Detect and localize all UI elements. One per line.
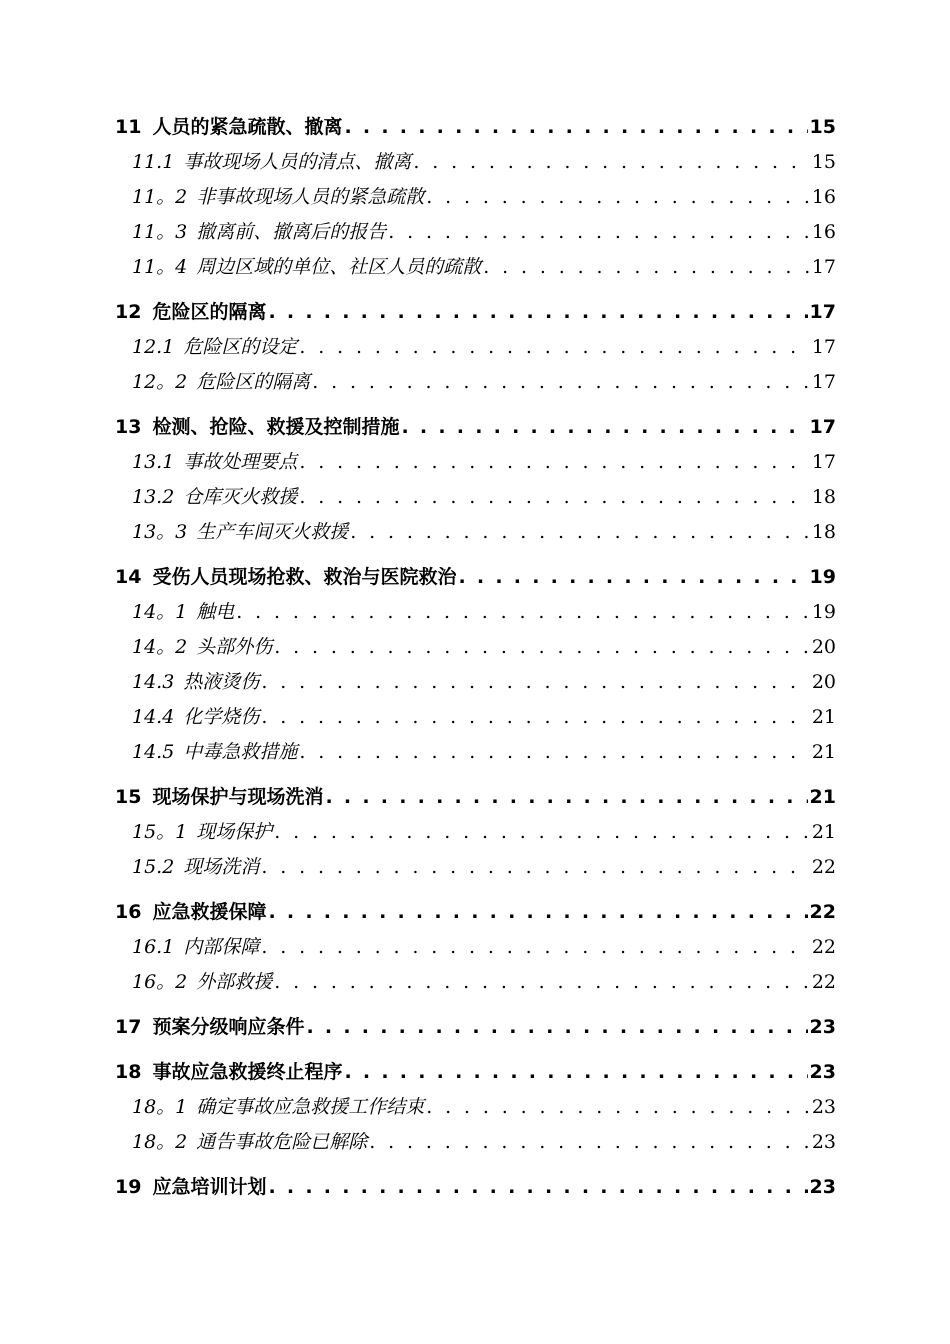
toc-entry-number: 14。2 <box>132 636 188 658</box>
toc-page-number: 18 <box>811 486 836 508</box>
toc-entry-title: 危险区的隔离 <box>152 301 267 323</box>
toc-entry-title: 仓库灭火救援 <box>183 486 298 508</box>
toc-entry-number: 13.2 <box>132 486 175 508</box>
dot-leader <box>458 560 807 595</box>
dot-leader <box>483 250 810 285</box>
toc-entry-title: 现场保护与现场洗消 <box>152 786 324 808</box>
toc-page-number: 22 <box>811 971 836 993</box>
toc-entry-number: 17 <box>115 1016 142 1038</box>
dot-leader <box>344 1055 807 1090</box>
dot-leader <box>261 850 809 885</box>
toc-subsection-entry[interactable] <box>115 735 836 770</box>
dot-leader <box>401 410 807 445</box>
toc-entry-number: 18 <box>115 1061 142 1083</box>
dot-leader <box>268 895 807 930</box>
toc-entry-title: 事故应急救援终止程序 <box>152 1061 343 1083</box>
toc-entry-title: 确定事故应急救援工作结束 <box>196 1096 425 1118</box>
toc-page-number: 20 <box>811 636 836 658</box>
toc-page-number: 17 <box>811 371 836 393</box>
toc-section-entry[interactable] <box>115 1170 836 1205</box>
toc-entry-number: 19 <box>115 1176 142 1198</box>
toc-section-entry[interactable] <box>115 895 836 930</box>
toc-entry-number: 14 <box>115 566 142 588</box>
toc-page-number: 22 <box>811 856 836 878</box>
toc-subsection-entry[interactable] <box>115 250 836 285</box>
toc-page-number: 23 <box>809 1176 836 1198</box>
toc-section-entry[interactable] <box>115 410 836 445</box>
toc-entry-title: 撤离前、撤离后的报告 <box>196 221 387 243</box>
toc-page-number: 17 <box>811 336 836 358</box>
toc-page-number: 17 <box>811 256 836 278</box>
toc-entry-number: 16 <box>115 901 142 923</box>
toc-subsection-entry[interactable] <box>115 445 836 480</box>
toc-subsection-entry[interactable] <box>115 145 836 180</box>
dot-leader <box>261 700 809 735</box>
toc-entry-title: 非事故现场人员的紧急疏散 <box>196 186 425 208</box>
toc-entry-title: 内部保障 <box>183 936 260 958</box>
dot-leader <box>306 1010 807 1045</box>
toc-subsection-entry[interactable] <box>115 515 836 550</box>
toc-subsection-entry[interactable] <box>115 330 836 365</box>
toc-subsection-entry[interactable] <box>115 815 836 850</box>
toc-subsection-entry[interactable] <box>115 1090 836 1125</box>
toc-entry-title: 化学烧伤 <box>183 706 260 728</box>
toc-subsection-entry[interactable] <box>115 850 836 885</box>
toc-subsection-entry[interactable] <box>115 480 836 515</box>
dot-leader <box>312 365 810 400</box>
dot-leader <box>261 930 809 965</box>
toc-subsection-entry[interactable] <box>115 365 836 400</box>
toc-entry-title: 人员的紧急疏散、撤离 <box>152 116 343 138</box>
toc-page-number: 22 <box>809 901 836 923</box>
toc-entry-title: 外部救援 <box>196 971 273 993</box>
toc-subsection-entry[interactable] <box>115 665 836 700</box>
dot-leader <box>261 665 809 700</box>
dot-leader <box>268 295 807 330</box>
toc-page-number: 15 <box>811 151 836 173</box>
toc-entry-title: 受伤人员现场抢救、救治与医院救治 <box>152 566 457 588</box>
dot-leader <box>268 1170 807 1205</box>
toc-entry-number: 13。3 <box>132 521 188 543</box>
toc-entry-number: 15。1 <box>132 821 188 843</box>
dot-leader <box>299 330 809 365</box>
toc-entry-title: 现场保护 <box>196 821 273 843</box>
toc-subsection-entry[interactable] <box>115 215 836 250</box>
dot-leader <box>274 630 810 665</box>
toc-page-number: 17 <box>809 301 836 323</box>
toc-page-number: 16 <box>811 221 836 243</box>
dot-leader <box>325 780 807 815</box>
toc-page-number: 15 <box>809 116 836 138</box>
toc-entry-number: 11 <box>115 116 142 138</box>
toc-page-number: 17 <box>809 416 836 438</box>
toc-entry-title: 周边区域的单位、社区人员的疏散 <box>196 256 482 278</box>
toc-subsection-entry[interactable] <box>115 595 836 630</box>
toc-entry-title: 应急培训计划 <box>152 1176 267 1198</box>
toc-subsection-entry[interactable] <box>115 180 836 215</box>
toc-subsection-entry[interactable] <box>115 630 836 665</box>
toc-entry-number: 14.3 <box>132 671 175 693</box>
dot-leader <box>369 1125 810 1160</box>
toc-entry-number: 12.1 <box>132 336 175 358</box>
toc-entry-number: 15 <box>115 786 142 808</box>
dot-leader <box>350 515 810 550</box>
toc-page-number: 21 <box>811 741 836 763</box>
toc-section-entry[interactable] <box>115 1055 836 1090</box>
toc-page-number: 19 <box>811 601 836 623</box>
toc-page-number: 23 <box>811 1096 836 1118</box>
toc-entry-number: 14.5 <box>132 741 175 763</box>
toc-subsection-entry[interactable] <box>115 1125 836 1160</box>
toc-page-number: 21 <box>811 821 836 843</box>
toc-page-number: 17 <box>811 451 836 473</box>
toc-entry-title: 事故处理要点 <box>183 451 298 473</box>
toc-entry-number: 12 <box>115 301 142 323</box>
toc-page-number: 23 <box>809 1061 836 1083</box>
toc-page-number: 21 <box>809 786 836 808</box>
toc-entry-number: 14.4 <box>132 706 175 728</box>
toc-entry-title: 预案分级响应条件 <box>152 1016 305 1038</box>
dot-leader <box>426 180 810 215</box>
toc-entry-title: 生产车间灭火救援 <box>196 521 349 543</box>
toc-entry-title: 危险区的隔离 <box>196 371 311 393</box>
toc-page-number: 19 <box>809 566 836 588</box>
toc-entry-number: 13 <box>115 416 142 438</box>
toc-section-entry[interactable] <box>115 780 836 815</box>
toc-entry-number: 13.1 <box>132 451 175 473</box>
table-of-contents <box>115 110 836 1205</box>
toc-page-number: 18 <box>811 521 836 543</box>
dot-leader <box>299 480 809 515</box>
toc-entry-number: 18。1 <box>132 1096 188 1118</box>
dot-leader <box>236 595 810 630</box>
toc-page-number: 16 <box>811 186 836 208</box>
toc-entry-number: 16。2 <box>132 971 188 993</box>
toc-section-entry[interactable] <box>115 560 836 595</box>
toc-page-number: 21 <box>811 706 836 728</box>
toc-entry-title: 检测、抢险、救援及控制措施 <box>152 416 400 438</box>
toc-entry-number: 11。2 <box>132 186 188 208</box>
toc-section-entry[interactable] <box>115 110 836 145</box>
toc-section-entry[interactable] <box>115 1010 836 1045</box>
toc-entry-title: 头部外伤 <box>196 636 273 658</box>
toc-entry-title: 应急救援保障 <box>152 901 267 923</box>
toc-entry-title: 通告事故危险已解除 <box>196 1131 368 1153</box>
toc-entry-title: 中毒急救措施 <box>183 741 298 763</box>
toc-entry-title: 现场洗消 <box>183 856 260 878</box>
toc-entry-number: 15.2 <box>132 856 175 878</box>
dot-leader <box>388 215 810 250</box>
toc-page-number: 22 <box>811 936 836 958</box>
toc-page-number: 20 <box>811 671 836 693</box>
dot-leader <box>299 445 809 480</box>
toc-subsection-entry[interactable] <box>115 700 836 735</box>
toc-page-number: 23 <box>809 1016 836 1038</box>
toc-page-number: 23 <box>811 1131 836 1153</box>
toc-section-entry[interactable] <box>115 295 836 330</box>
dot-leader <box>413 145 809 180</box>
toc-entry-number: 11。3 <box>132 221 188 243</box>
dot-leader <box>344 110 807 145</box>
toc-entry-number: 18。2 <box>132 1131 188 1153</box>
toc-subsection-entry[interactable] <box>115 965 836 1000</box>
dot-leader <box>299 735 809 770</box>
toc-entry-number: 11.1 <box>132 151 175 173</box>
toc-entry-number: 11。4 <box>132 256 188 278</box>
toc-entry-number: 12。2 <box>132 371 188 393</box>
dot-leader <box>426 1090 810 1125</box>
toc-entry-title: 危险区的设定 <box>183 336 298 358</box>
toc-entry-title: 热液烫伤 <box>183 671 260 693</box>
toc-entry-title: 触电 <box>196 601 235 623</box>
toc-entry-number: 14。1 <box>132 601 188 623</box>
toc-entry-number: 16.1 <box>132 936 175 958</box>
toc-entry-title: 事故现场人员的清点、撤离 <box>183 151 412 173</box>
dot-leader <box>274 815 810 850</box>
toc-subsection-entry[interactable] <box>115 930 836 965</box>
dot-leader <box>274 965 810 1000</box>
